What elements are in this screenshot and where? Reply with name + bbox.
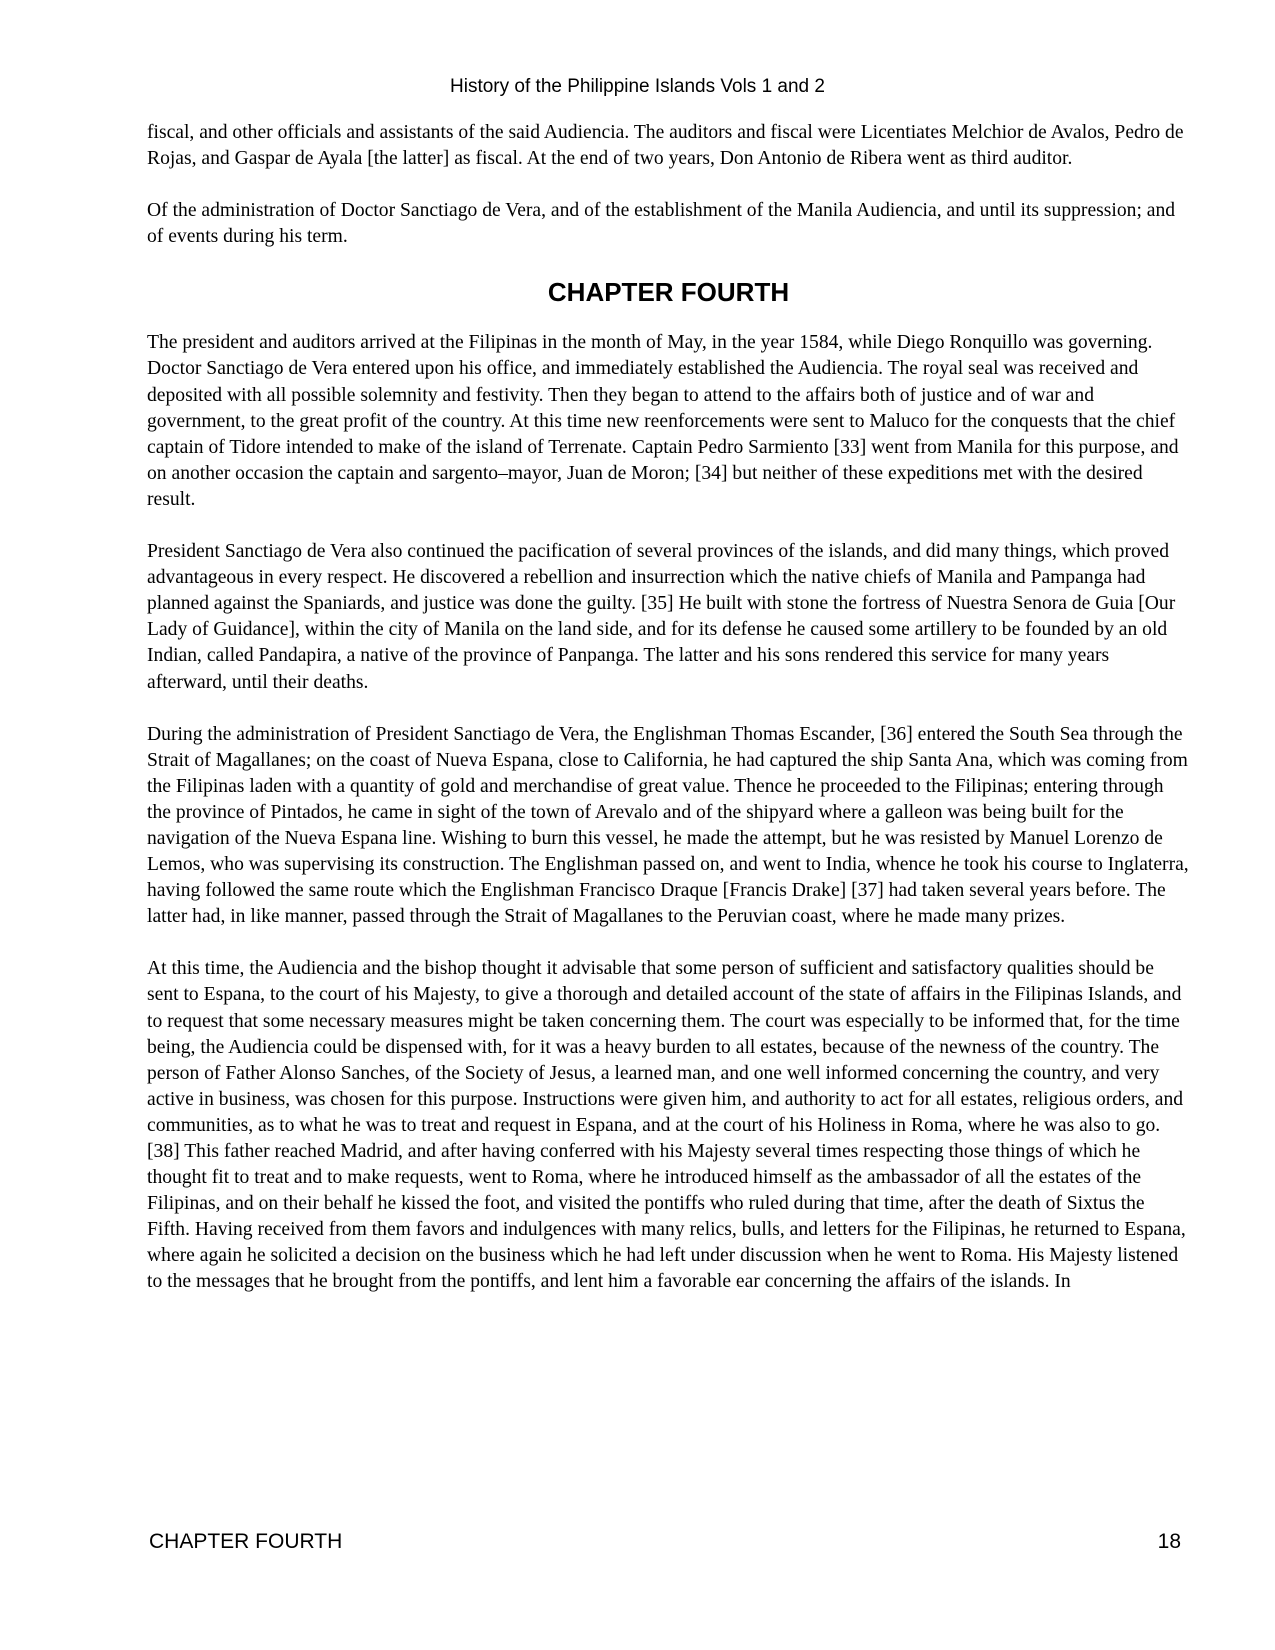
chapter-title: CHAPTER FOURTH [547,277,790,308]
paragraph-4: At this time, the Audiencia and the bishop thought it advisable that some person of sufficient and satisfactory qualities should be sent to Espana, to the court of his Majesty, to give a thorough and detailed account of the state of affairs in the Filipinas Islands, and to request that some necessary measures might be taken concerning them. The court was especially to be informed that, for the time being, the Audiencia could be dispensed with, for it was a heavy burden to all estates, because of the newness of the country. The person of Father Alonso Sanches, of the Society of Jesus, a learned man, and one well informed concerning the country, and very active in business, was chosen for this purpose. Instructions were given him, and authority to act for all estates, religious orders, and communities, as to what he was to treat and request in Espana, and at the court of his Holiness in Roma, where he was also to go. [38] This father reached Madrid, and after having conferred with his Majesty several times respecting those things of which he thought fit to treat and to make requests, went to Roma, where he introduced himself as the ambassador of all the estates of the Filipinas, and on their behalf he kissed the foot, and visited the pontiffs who ruled during that time, after the death of Sixtus the Fifth. Having received from them favors and indulgences with many relics, bulls, and letters for the Filipinas, he returned to Espana, where again he solicited a decision on the business which he had left under discussion when he went to Roma. His Majesty listened to the messages that he brought from the pontiffs, and lent him a favorable ear concerning the affairs of the islands. In [147,958,1186,1293]
paragraph-intro-1: fiscal, and other officials and assistants of the said Audiencia. The auditors and fiscal were Licentiates Melchior de Avalos, Pedro de Rojas, and Gaspar de Ayala [the latter] as fiscal. At the end of two years, Don Antonio de Ribera went as third auditor. [147,122,1184,170]
paragraph-3: During the administration of President Sanctiago de Vera, the Englishman Thomas Escander, [36] entered the South Sea through the Strait of Magallanes; on the coast of Nueva Espana, close to California, he had captured the ship Santa Ana, which was coming from the Filipinas laden with a quantity of gold and merchandise of great value. Thence he proceeded to the Filipinas; entering through the province of Pintados, he came in sight of the town of Arevalo and of the shipyard where a galleon was being built for the navigation of the Nueva Espana line. Wishing to burn this vessel, he made the attempt, but he was resisted by Manuel Lorenzo de Lemos, who was supervising its construction. The Englishman passed on, and went to India, whence he took his course to Inglaterra, having followed the same route which the Englishman Francisco Draque [Francis Drake] [37] had taken several years before. The latter had, in like manner, passed through the Strait of Magallanes to the Peruvian coast, where he made many prizes. [147,723,1189,928]
paragraph-1: The president and auditors arrived at the Filipinas in the month of May, in the year 1584, while Diego Ronquillo was governing. Doctor Sanctiago de Vera entered upon his office, and immediately established the Audiencia. The royal seal was received and deposited with all possible solemnity and festivity. Then they began to attend to the affairs both of justice and of war and government, to the great profit of the country. At this time new reenforcements were sent to Maluco for the conquests that the chief captain of Tidore intended to make of the island of Terrenate. Captain Pedro Sarmiento [33] went from Manila for this purpose, and on another occasion the captain and sargento–mayor, Juan de Moron; [34] but neither of these expeditions met with the desired result. [147,332,1179,510]
body-text [147,120,1190,1322]
footer-section-title: CHAPTER FOURTH [149,1530,343,1553]
page-number: 18 [1157,1530,1181,1553]
running-header: History of the Philippine Islands Vols 1 and 2 [450,76,825,97]
paragraph-intro-2: Of the administration of Doctor Sanctiago de Vera, and of the establishment of the Manila Audiencia, and until its suppression; and of events during his term. [147,200,1176,248]
paragraph-2: President Sanctiago de Vera also continued the pacification of several provinces of the islands, and did many things, which proved advantageous in every respect. He discovered a rebellion and insurrection which the native chiefs of Manila and Pampanga had planned against the Spaniards, and justice was done the guilty. [35] He built with stone the fortress of Nuestra Senora de Guia [Our Lady of Guidance], within the city of Manila on the land side, and for its defense he caused some artillery to be founded by an old Indian, called Pandapira, a native of the province of Panpanga. The latter and his sons rendered this service for many years afterward, until their deaths. [147,541,1176,693]
